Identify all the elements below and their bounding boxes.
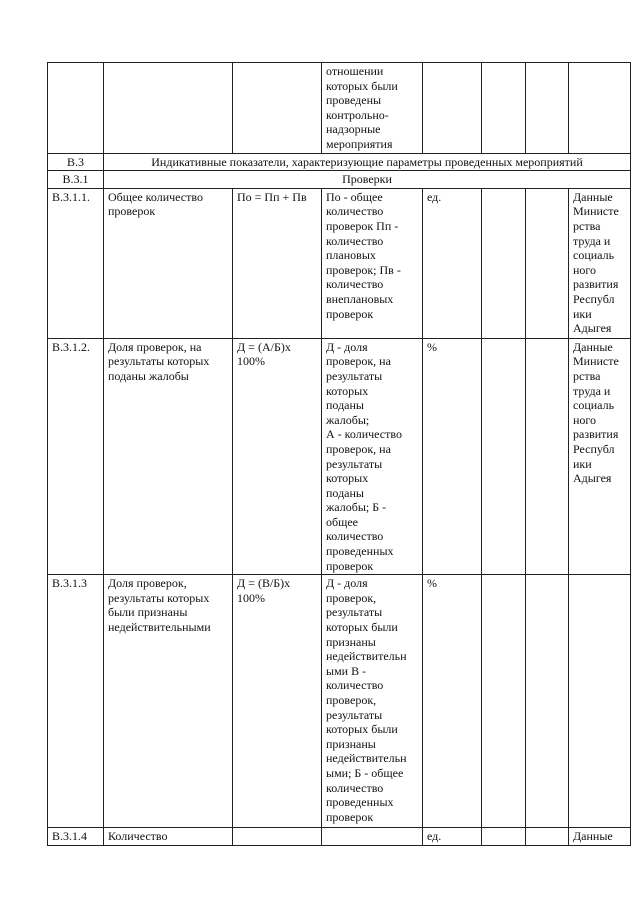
cell-description xyxy=(322,828,423,846)
cell-source xyxy=(569,63,631,154)
cell-name xyxy=(104,338,233,575)
section-code-text: В.3 xyxy=(66,154,84,169)
cell-formula xyxy=(233,188,322,338)
row-code: В.3.1.3 xyxy=(52,576,88,591)
cell-code xyxy=(48,188,104,338)
subsection-row xyxy=(48,171,631,189)
cell-code xyxy=(48,575,104,828)
cell-formula xyxy=(233,828,322,846)
cell-unit xyxy=(423,828,482,846)
table-row-continuation xyxy=(48,63,631,154)
row-formula: Д = (А/Б)х 100% xyxy=(237,339,291,369)
row-source: Данные xyxy=(573,829,613,844)
row-name: Доля проверок, результаты которых были признаны недействительными xyxy=(108,576,211,635)
subsection-title-text: Проверки xyxy=(342,172,392,187)
subsection-code xyxy=(48,171,104,189)
cell-formula xyxy=(233,63,322,154)
cell-unit xyxy=(423,63,482,154)
cell-name xyxy=(104,188,233,338)
row-unit: ед. xyxy=(427,189,442,204)
section-title-text: Индикативные показатели, характеризующие параметры проведенных мероприятий xyxy=(151,154,583,169)
row-description: По - общее количество проверок Пп - количество плановых проверок; Пв - количество внеплановых проверок xyxy=(326,189,401,321)
cell-name xyxy=(104,828,233,846)
row-source: Данные Министе рства труда и социаль ного развития Республ ики Адыгея xyxy=(573,189,619,336)
cell-empty xyxy=(526,828,569,846)
table-row xyxy=(48,828,631,846)
cell-description xyxy=(322,63,423,154)
cell-empty xyxy=(482,63,526,154)
cell-source xyxy=(569,188,631,338)
cell-source xyxy=(569,828,631,846)
cell-description xyxy=(322,188,423,338)
subsection-code-text: В.3.1 xyxy=(62,172,89,187)
section-code xyxy=(48,153,104,171)
row-description: Д - доля проверок, на результаты которых поданы жалобы; А - количество проверок, на результаты которых поданы жалобы; Б - общее количество проведенных проверок xyxy=(326,339,402,573)
cell-unit xyxy=(423,188,482,338)
row-name: Доля проверок, на результаты которых поданы жалобы xyxy=(108,339,210,383)
cell-code xyxy=(48,63,104,154)
cell-formula xyxy=(233,575,322,828)
row-name: Общее количество проверок xyxy=(108,189,203,219)
table-row xyxy=(48,338,631,575)
row-unit: % xyxy=(427,339,437,354)
row-code: В.3.1.4 xyxy=(52,829,88,844)
row-code: В.3.1.2. xyxy=(52,339,91,354)
cell-name xyxy=(104,63,233,154)
section-title xyxy=(104,153,631,171)
description-text: отношении которых были проведены контрольно- надзорные мероприятия xyxy=(326,64,398,151)
cell-empty xyxy=(482,828,526,846)
section-row xyxy=(48,153,631,171)
cell-source xyxy=(569,575,631,828)
cell-empty xyxy=(482,338,526,575)
cell-source xyxy=(569,338,631,575)
row-unit: ед. xyxy=(427,829,442,844)
cell-unit xyxy=(423,575,482,828)
indicators-table xyxy=(47,62,631,846)
cell-empty xyxy=(482,575,526,828)
cell-empty xyxy=(526,188,569,338)
row-code: В.3.1.1. xyxy=(52,189,91,204)
row-description: Д - доля проверок, результаты которых были признаны недействительн ыми В - количество проверок, результаты которых были признаны недействительн ыми; Б - общее количество проведенных проверок xyxy=(326,576,407,824)
row-name: Количество xyxy=(108,829,168,844)
row-formula: По = Пп + Пв xyxy=(237,189,307,204)
cell-code xyxy=(48,338,104,575)
row-source: Данные Министе рства труда и социаль ного развития Республ ики Адыгея xyxy=(573,339,619,486)
cell-formula xyxy=(233,338,322,575)
cell-unit xyxy=(423,338,482,575)
cell-description xyxy=(322,338,423,575)
cell-code xyxy=(48,828,104,846)
row-unit: % xyxy=(427,576,437,591)
table-row xyxy=(48,575,631,828)
cell-name xyxy=(104,575,233,828)
cell-empty xyxy=(526,338,569,575)
cell-empty xyxy=(526,575,569,828)
row-formula: Д = (В/Б)х 100% xyxy=(237,576,291,605)
cell-description xyxy=(322,575,423,828)
cell-empty xyxy=(482,188,526,338)
cell-empty xyxy=(526,63,569,154)
table-row xyxy=(48,188,631,338)
subsection-title xyxy=(104,171,631,189)
